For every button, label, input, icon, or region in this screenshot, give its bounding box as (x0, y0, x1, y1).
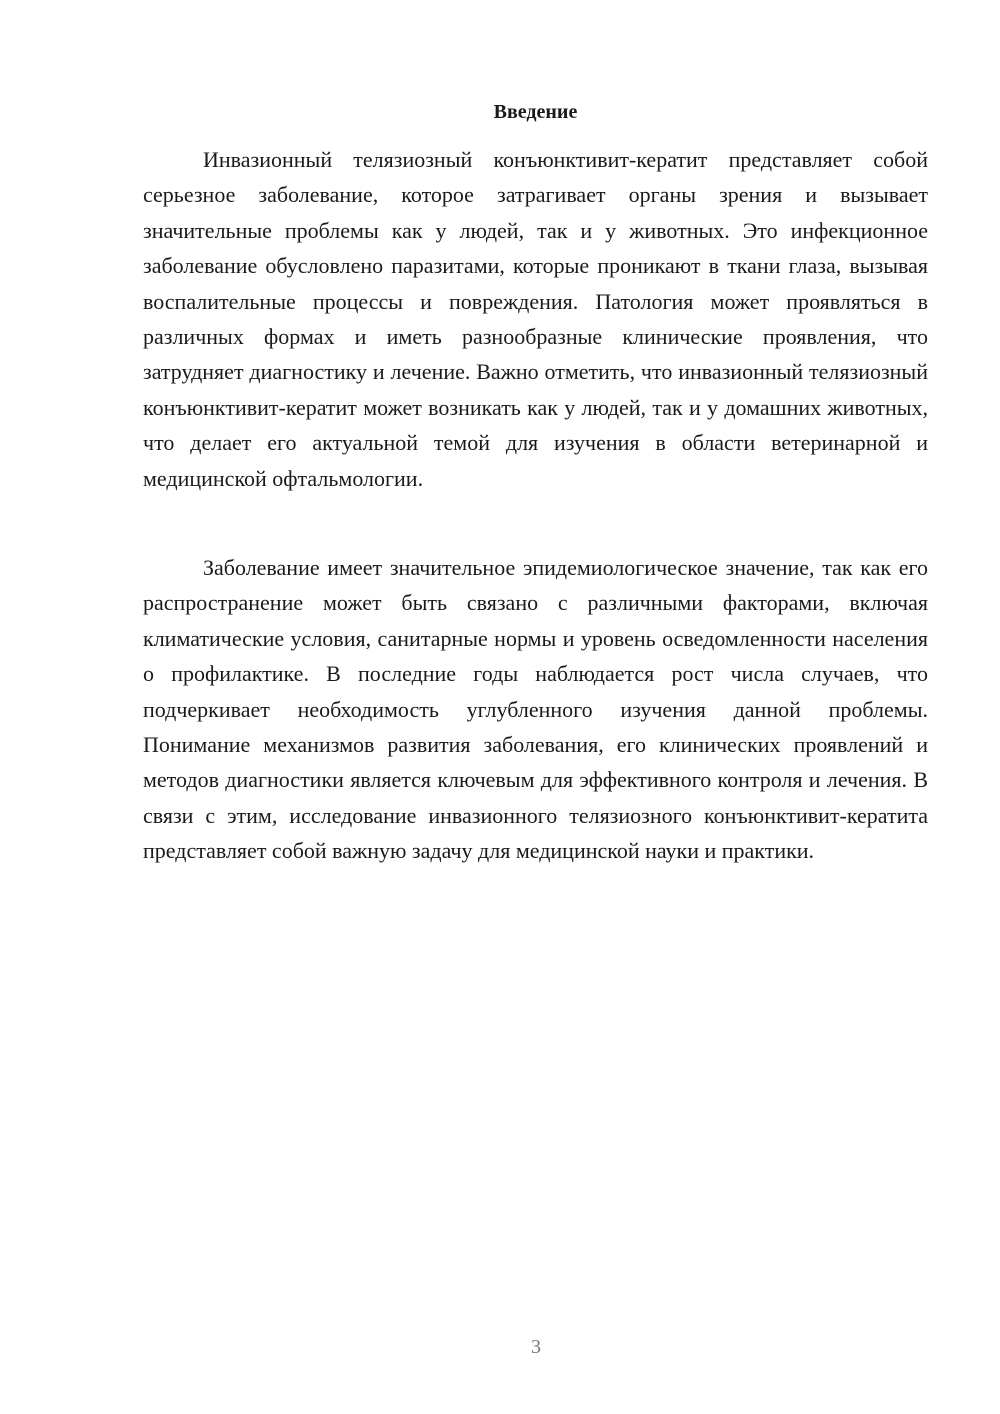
paragraph-introduction-1: Инвазионный телязиозный конъюнктивит-кератит представляет собой серьезное заболевание, которое затрагивает органы зрения и вызывает значительные проблемы как у людей, так и у животных. Это инфекционное заболевание обусловлено паразитами, которые проникают в ткани глаза, вызывая воспалительные процессы и повреждения. Патология может проявляться в различных формах и иметь разнообразные клинические проявления, что затрудняет диагностику и лечение. Важно отметить, что инвазионный телязиозный конъюнктивит-кератит может возникать как у людей, так и у домашних животных, что делает его актуальной темой для изучения в области ветеринарной и медицинской офтальмологии. (143, 147, 928, 491)
paragraph-introduction-2: Заболевание имеет значительное эпидемиологическое значение, так как его распространение может быть связано с различными факторами, включая климатические условия, санитарные нормы и уровень осведомленности населения о профилактике. В последние годы наблюдается рост числа случаев, что подчеркивает необходимость углубленного изучения данной проблемы. Понимание механизмов развития заболевания, его клинических проявлений и методов диагностики является ключевым для эффективного контроля и лечения. В связи с этим, исследование инвазионного телязиозного конъюнктивит-кератита представляет собой важную задачу для медицинской науки и практики. (143, 555, 928, 864)
section-heading: Введение (493, 101, 578, 123)
page-number: 3 (531, 1336, 541, 1358)
